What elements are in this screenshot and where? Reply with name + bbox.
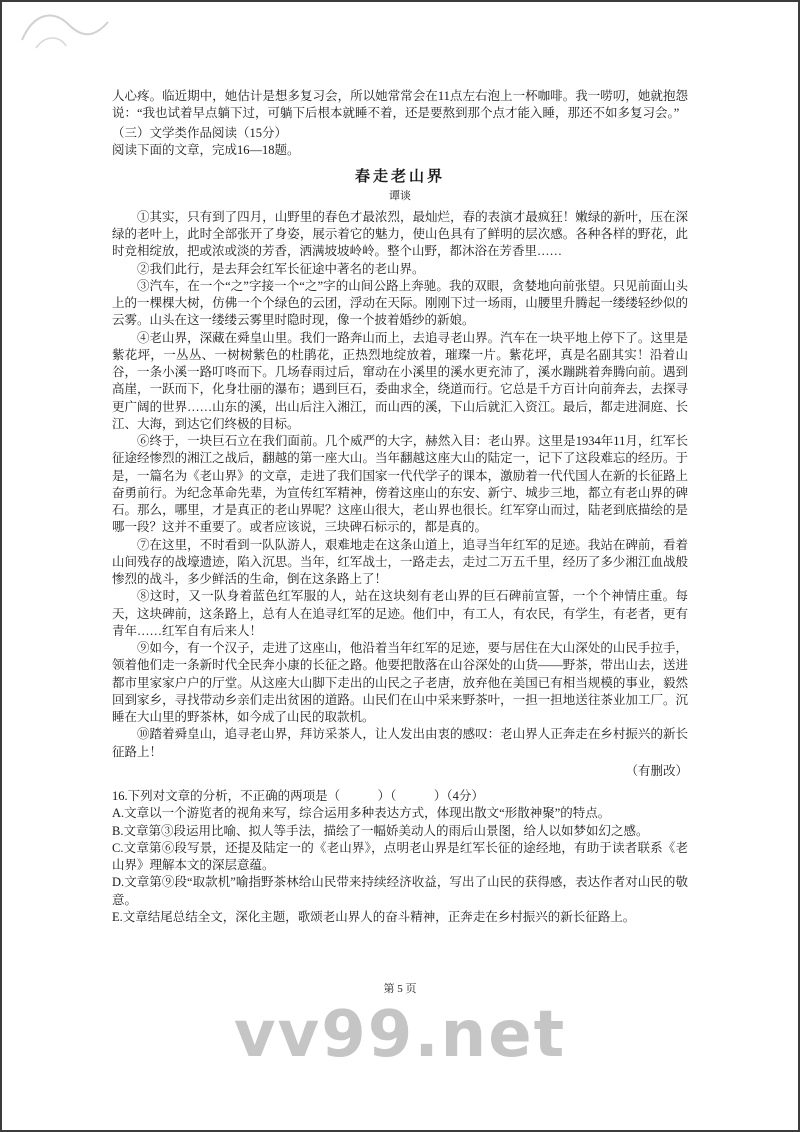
question-16-options bbox=[112, 805, 688, 926]
exam-page-content bbox=[112, 88, 688, 926]
article-paragraph: ②我们此行，是去拜会红军长征途中著名的老山界。 bbox=[137, 261, 425, 276]
question-16-option: A.文章以一个游览者的视角来写，综合运用多种表达方式，体现出散文“形散神聚”的特点。 bbox=[112, 806, 611, 821]
page-number: 第 5 页 bbox=[383, 983, 417, 995]
article-paragraph: ⑥终于，一块巨石立在我们面前。几个威严的大字，赫然入目：老山界。这里是1934年11月，红军长征途经惨烈的湘江之战后，翻越的第一座大山。当年翻越这座大山的陆定一，记下了这段难忘的经历。于是，一篇名为《老山界》的文章，走进了我们国家一代代学子的课本，激励着一代代国人在新的长征路上奋勇前行。为纪念革命先辈，为宣传红军精神，傍着这座山的东安、新宁、城步三地，都立有老山界的碑石。那么，哪里，才是真正的老山界呢？这座山很大，老山界也很长。红军穿山而过，陆老到底描绘的是哪一段？这并不重要了。或者应该说，三块碑石标示的，都是真的。 bbox=[112, 434, 688, 535]
question-16-option: E.文章结尾总结全文，深化主题，歌颂老山界人的奋斗精神，正奔走在乡村振兴的新长征路上。 bbox=[112, 909, 636, 924]
section-header: （三）文学类作品阅读（15分） bbox=[112, 125, 288, 140]
section-instruction: 阅读下面的文章，完成16—18题。 bbox=[112, 142, 300, 157]
question-16-option: B.文章第③段运用比喻、拟人等手法，描绘了一幅娇美动人的雨后山景图，给人以如梦如幻之感。 bbox=[112, 823, 649, 838]
question-16-option: C.文章第⑥段写景，还提及陆定一的《老山界》，点明老山界是红军长征的途经地，有助于读者联系《老山界》理解本文的深层意蕴。 bbox=[112, 840, 688, 873]
question-16-stem: 16.下列对文章的分析，不正确的两项是（ ）（ ）（4分） bbox=[112, 789, 484, 804]
watermark: vv99.net bbox=[233, 998, 567, 1072]
article-paragraph: ⑧这时，又一队身着蓝色红军服的人，站在这块刻有老山界的巨石碑前宣誓，一个个神情庄重。每天，这块碑前，这条路上，总有人在追寻红军的足迹。他们中，有工人，有农民，有学生，有老者，更有青年……红军自有后来人！ bbox=[112, 589, 688, 638]
article-title: 春走老山界 bbox=[354, 169, 445, 185]
pencil-mark bbox=[16, 4, 126, 56]
article-author: 谭谈 bbox=[389, 189, 411, 202]
carryover-text: 人心疼。临近期中，她估计是想多复习会，所以她常常会在11点左右泡上一杯咖啡。我一唠叨，她就抱怨说：“我也试着早点躺下过，可躺下后根本就睡不着，还是要熬到那个点才能入睡，那还不如多复习会。” bbox=[112, 89, 688, 121]
article-body bbox=[112, 209, 688, 761]
article-paragraph: ④老山界，深藏在舜皇山里。我们一路奔山而上，去追寻老山界。汽车在一块平地上停下了。这里是紫花坪，一丛丛、一树树紫色的杜鹃花，正热烈地绽放着，璀璨一片。紫花坪，真是名副其实！沿着山谷，一条小溪一路叮咚而下。几场春雨过后，窜动在小溪里的溪水更充沛了，溪水蹦跳着奔腾向前。遇到高崖，一跃而下，化身壮丽的瀑布；遇到巨石，委曲求全，绕道而行。它总是千方百计向前奔去，去探寻更广阔的世界……山东的溪，出山后注入湘江，而山西的溪，下山后就汇入资江。最后，都走进洞庭、长江、大海，到达它们终极的目标。 bbox=[112, 330, 688, 431]
article-paragraph: ⑦在这里，不时看到一队队游人，艰难地走在这条山道上，追寻当年红军的足迹。我站在碑前，看着山间残存的战壕遗迹，陷入沉思。当年，红军战士，一路走去，走过二万五千里，经历了多少湘江血战般惨烈的战斗，多少鲜活的生命，倒在这条路上了！ bbox=[112, 537, 688, 587]
article-paragraph: ⑩踏着舜皇山，追寻老山界，拜访采茶人，让人发出由衷的感叹：老山界人正奔走在乡村振兴的新长征路上！ bbox=[112, 727, 688, 759]
article-paragraph: ⑨如今，有一个汉子，走进了这座山，他沿着当年红军的足迹，要与居住在大山深处的山民手拉手，领着他们走一条新时代全民奔小康的长征之路。他要把散落在山谷深处的山货——野茶，带出山去，送进都市里家家户户的厅堂。从这座大山脚下走出的山民之子老唐，放弃他在美国已有相当规模的事业，毅然回到家乡，寻找带动乡亲们走出贫困的道路。山民们在山中采来野茶叶，一担一担地送往茶业加工厂。沉睡在大山里的野茶林，如今成了山民的取款机。 bbox=[112, 641, 688, 725]
question-16-option: D.文章第⑨段“取款机”喻指野茶林给山民带来持续经济收益，写出了山民的获得感，表达作者对山民的敬意。 bbox=[112, 875, 688, 907]
article-paragraph: ①其实，只有到了四月，山野里的春色才最浓烈，最灿烂，春的表演才最疯狂！嫩绿的新叶，压在深绿的老叶上，此时全部张开了身姿，展示着它的魅力，使山色具有了鲜明的层次感。各种各样的野花，此时竞相绽放，把或浓或淡的芳香，洒满坡坡岭岭。整个山野，都沐浴在芳香里…… bbox=[112, 209, 688, 259]
article-paragraph: ③汽车，在一个“之”字接一个“之”字的山间公路上奔驰。我的双眼，贪婪地向前张望。只见前面山头上的一棵棵大树，仿佛一个个绿色的云团，浮动在天际。刚刚下过一场雨，山腰里升腾起一缕缕轻纱似的云雾。山头在这一缕缕云雾里时隐时现，像一个披着婚纱的新娘。 bbox=[112, 278, 688, 328]
edit-note: （有删改） bbox=[625, 763, 688, 778]
